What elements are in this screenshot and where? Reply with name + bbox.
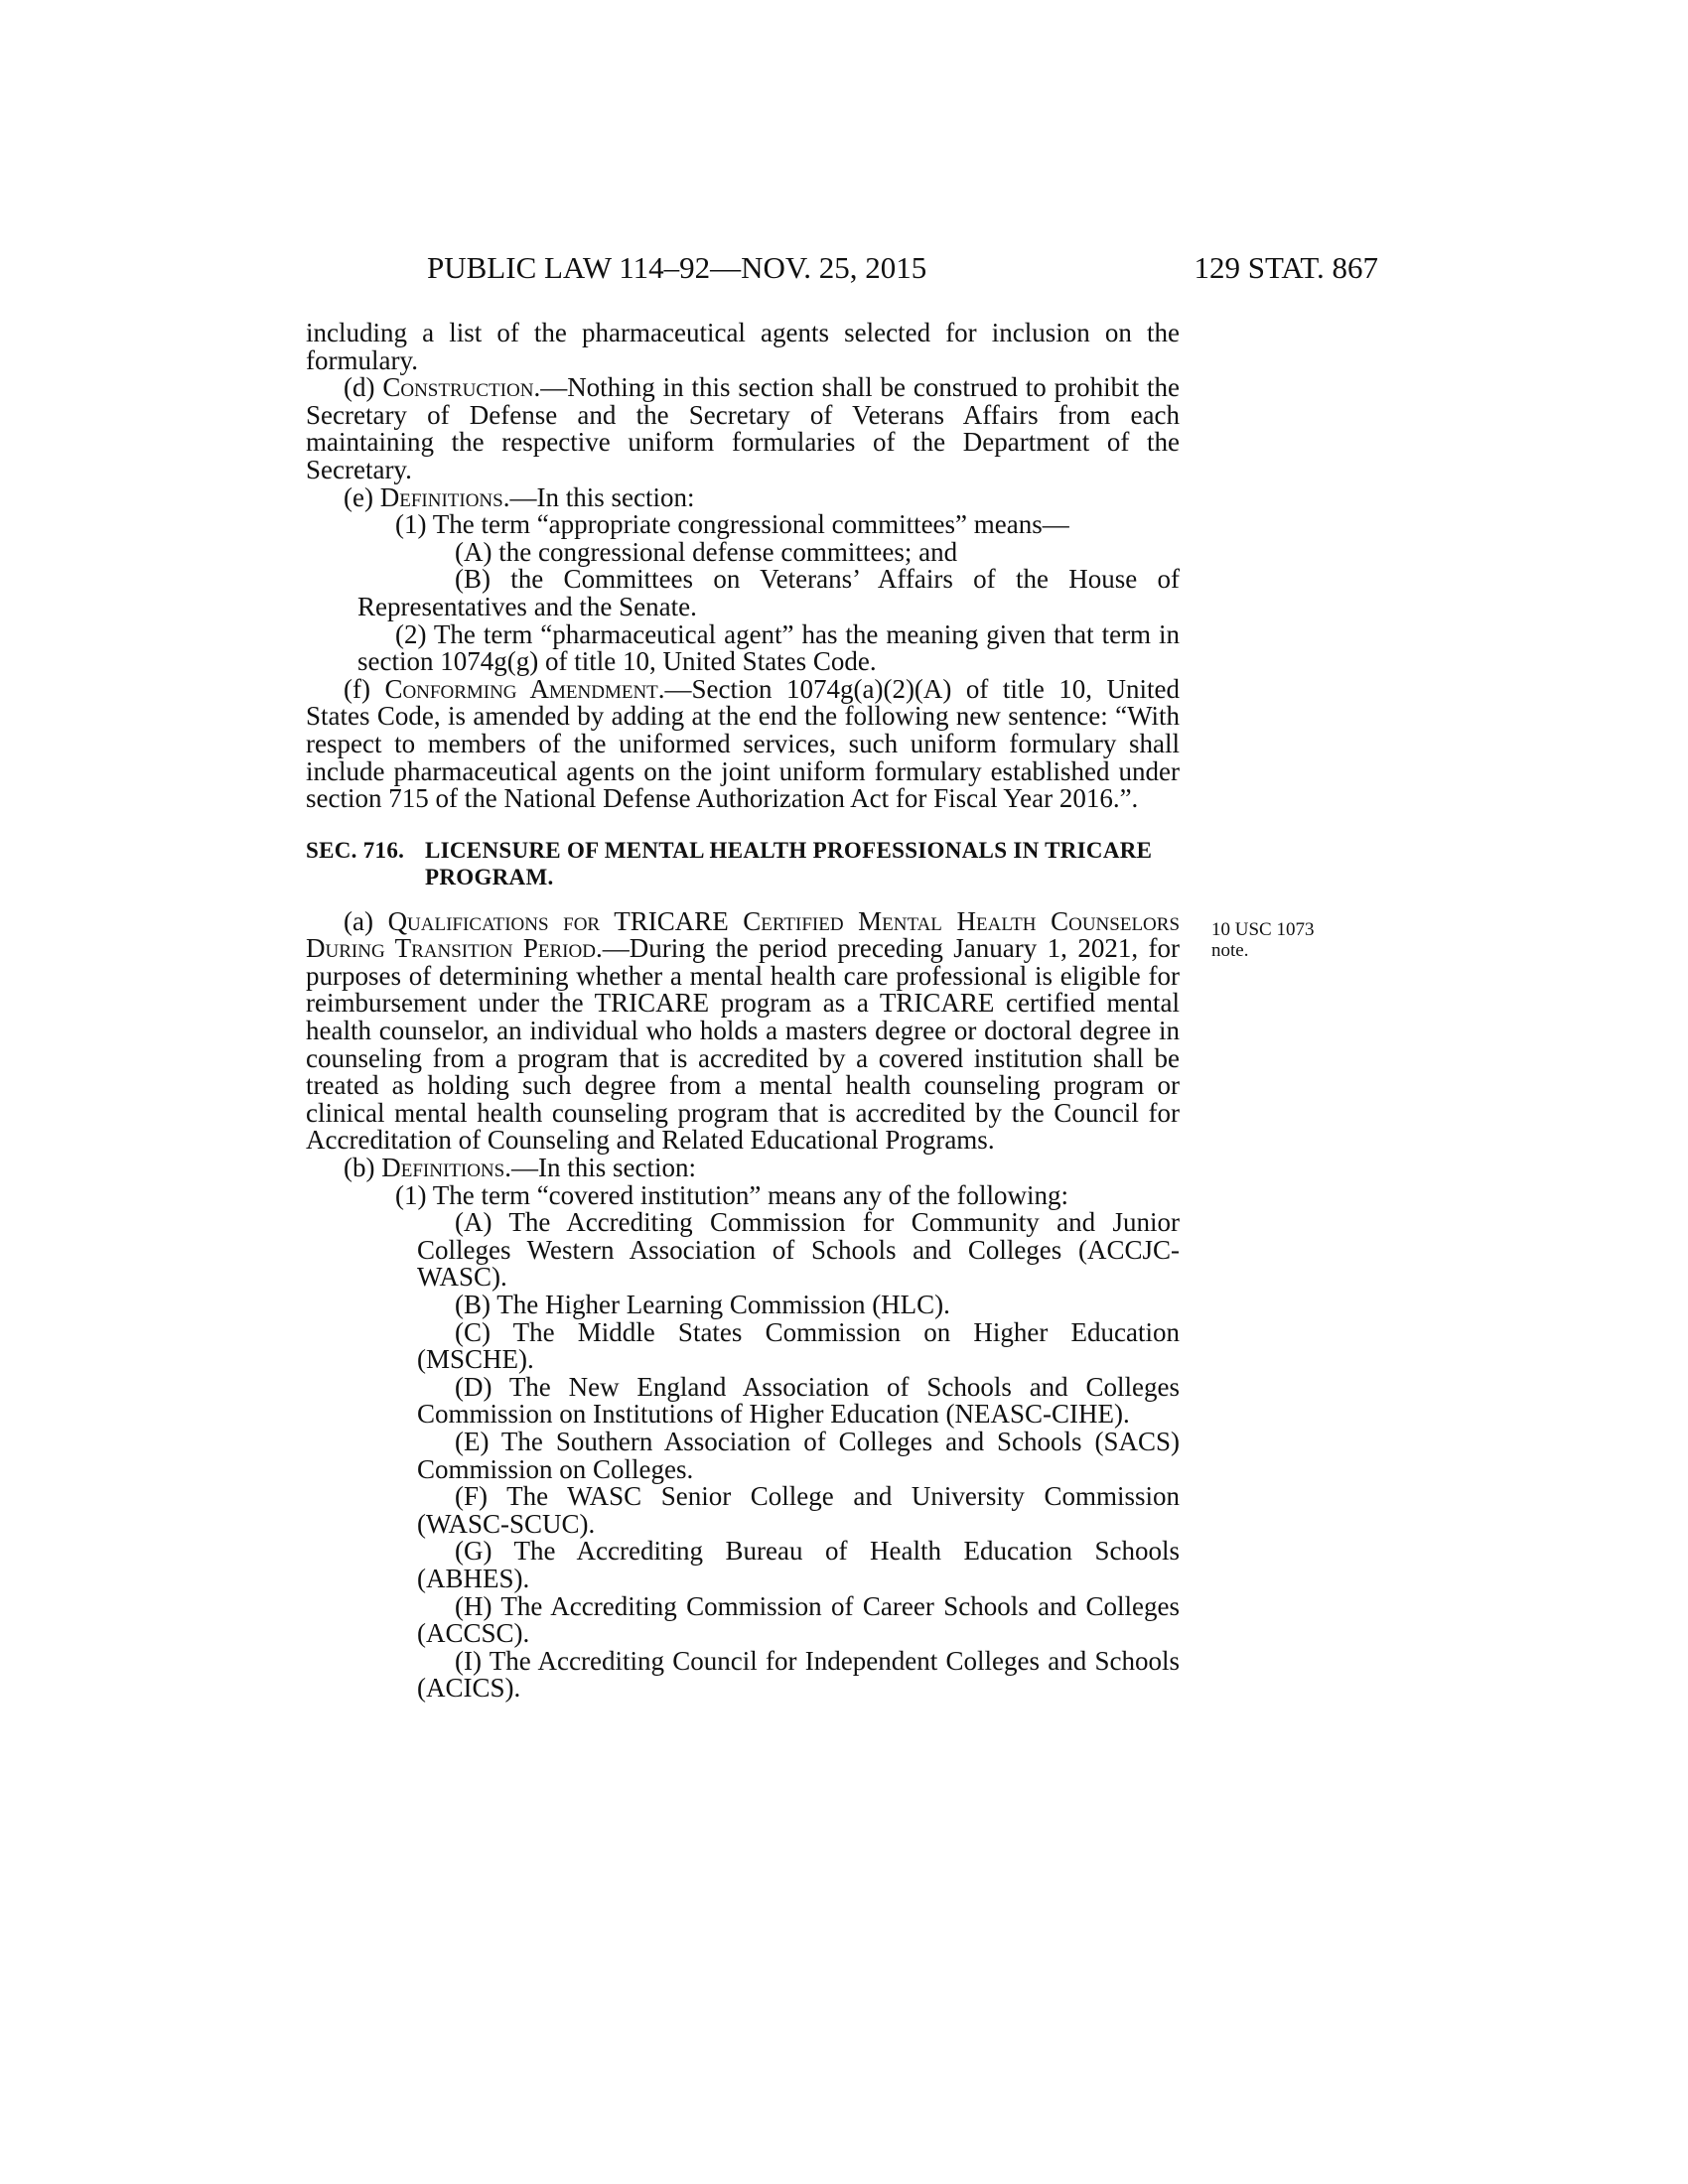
sec716-a-heading: Qualifications for TRICARE Certified Mental Health Counselors During Transition Period: [306, 905, 1181, 964]
paragraph-continuation: including a list of the pharmaceutical agents selected for inclusion on the formulary.: [306, 318, 1180, 375]
sec716-a-label: (a): [344, 905, 388, 936]
list-item: (I) The Accrediting Council for Independent Colleges and Schools (ACICS).: [417, 1645, 1180, 1704]
section-title: LICENSURE OF MENTAL HEALTH PROFESSIONALS IN TRICARE PROGRAM.: [425, 837, 1153, 889]
margin-note-label: note.: [1211, 940, 1249, 961]
paragraph-e2: (2) The term “pharmaceutical agent” has the meaning given that term in section 1074g(g) of title 10, United States Code.: [357, 618, 1180, 677]
list-item: (D) The New England Association of Schools and Colleges Commission on Institutions of Higher Education (NEASC-CIHE).: [417, 1371, 1180, 1430]
subsection-d: [306, 374, 1180, 483]
header-title: PUBLIC LAW 114–92—NOV. 25, 2015: [427, 250, 927, 285]
list-item: (C) The Middle States Commission on Higher Education (MSCHE).: [417, 1316, 1180, 1375]
subsection-e: [306, 481, 1180, 512]
subsection-f-label: (f): [344, 673, 385, 704]
list-item: (F) The WASC Senior College and University Commission (WASC-SCUC).: [417, 1481, 1180, 1539]
margin-note: [1211, 919, 1350, 961]
page-header: [298, 250, 1378, 294]
sec716-paragraph-b1: (1) The term “covered institution” means any of the following:: [395, 1179, 1069, 1210]
sec716-subsection-b: [306, 1155, 1180, 1182]
section-number: SEC. 716.: [306, 837, 405, 863]
sec716-a-text: .—During the period preceding January 1, 2021, for purposes of determining whether a mental health care professional is eligible for reimbursement under the TRICARE program as a TRICARE certified mental health counselor, an individual who holds a masters degree or doctoral degree in counseling from a program that is accredited by a covered institution shall be treated as holding such degree from a mental health counseling program or clinical mental health counseling program that is accredited by the Council for Accreditation of Counseling and Related Educational Programs.: [306, 933, 1180, 1156]
subsection-f-heading: Conforming Amendment: [384, 673, 658, 704]
sec716-b-text: .—In this section:: [504, 1153, 696, 1183]
list-item: (G) The Accrediting Bureau of Health Education Schools (ABHES).: [417, 1536, 1180, 1593]
subsection-f-text: .—Section 1074g(a)(2)(A) of title 10, United States Code, is amended by adding at the end the following new sentence: “With respect to members of the uniformed services, such uniform formulary shall include pharmaceutical agents on the joint uniform formulary established under section 715 of the National Defense Authorization Act for Fiscal Year 2016.”.: [306, 673, 1180, 814]
list-item: (A) The Accrediting Commission for Community and Junior Colleges Western Association of Schools and Colleges (ACCJC-WASC).: [417, 1207, 1180, 1293]
sec716-b-label: (b): [344, 1153, 382, 1183]
list-item: (B) The Higher Learning Commission (HLC).: [455, 1290, 950, 1319]
document-body: [306, 320, 1180, 1703]
sec716-b-heading: Definitions: [381, 1153, 505, 1183]
subparagraph-e1A: (A) the congressional defense committees; and: [455, 536, 958, 567]
subsection-e-text: .—In this section:: [502, 481, 695, 512]
subsection-d-text: .—Nothing in this section shall be construed to prohibit the Secretary of Defense and the Secretary of Veterans Affairs from each maintaining the respective uniform formularies of the Department of the Secretary.: [306, 372, 1180, 484]
section-heading: [306, 837, 1180, 890]
sec716-subsection-a: [306, 905, 1181, 1156]
header-stat-page: 129 STAT. 867: [1194, 250, 1378, 285]
subsection-e-heading: Definitions: [379, 481, 503, 512]
paragraph-e1: (1) The term “appropriate congressional committees” means—: [395, 509, 1069, 540]
margin-note-citation: 10 USC 1073: [1211, 919, 1315, 940]
subsection-d-heading: Construction: [382, 372, 534, 403]
subparagraph-e1B: (B) the Committees on Veterans’ Affairs of the House of Representatives and the Senate.: [357, 564, 1180, 621]
list-item: (H) The Accrediting Commission of Career Schools and Colleges (ACCSC).: [417, 1590, 1180, 1649]
subsection-f: [306, 673, 1180, 814]
subsection-d-label: (d): [344, 372, 383, 403]
subsection-e-label: (e): [344, 481, 380, 512]
list-item: (E) The Southern Association of Colleges and Schools (SACS) Commission on Colleges.: [417, 1426, 1180, 1484]
